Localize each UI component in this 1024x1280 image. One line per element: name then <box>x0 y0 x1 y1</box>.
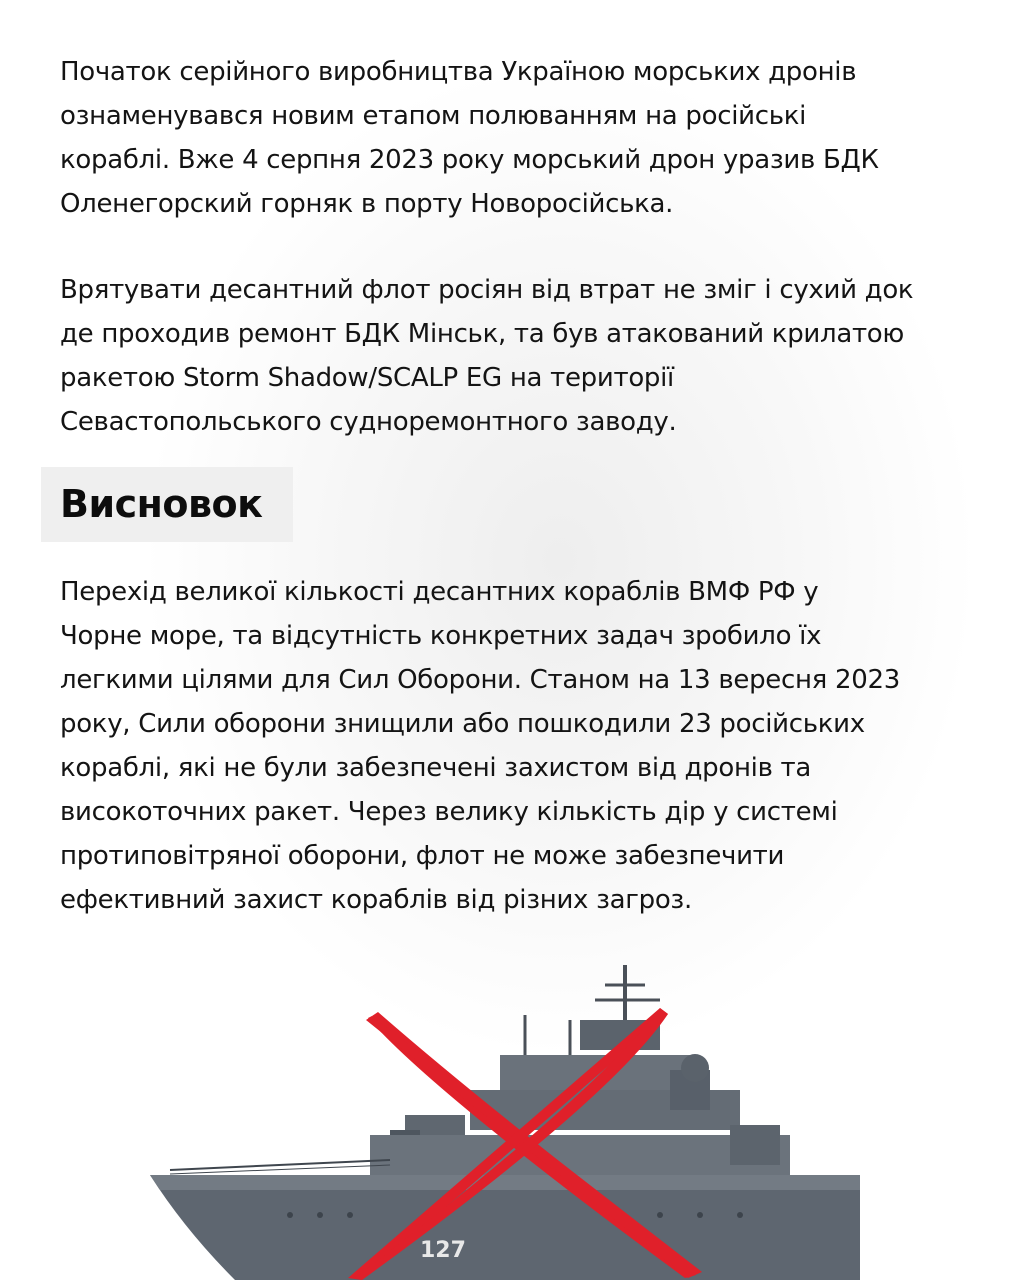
hull-number: 127 <box>420 1238 466 1263</box>
text-line: ракетою Storm Shadow/SCALP EG на території <box>60 363 674 393</box>
heading-text: Висновок <box>60 482 263 526</box>
text-line: де проходив ремонт БДК Мінськ, та був атакований крилатою <box>60 319 904 349</box>
text-line: Оленегорский горняк в порту Новоросійська. <box>60 189 674 219</box>
text-line: Врятувати десантний флот росіян від втрат не зміг і сухий док <box>60 275 914 305</box>
text-line: Початок серійного виробництва Україною морських дронів <box>60 57 857 87</box>
paragraph-dry-dock <box>60 268 970 444</box>
crossed-ship-image <box>140 960 880 1280</box>
text-line: легкими цілями для Сил Оборони. Станом на 13 вересня 2023 <box>60 665 900 695</box>
text-line: кораблі. Вже 4 серпня 2023 року морський дрон уразив БДК <box>60 145 879 175</box>
text-line: Перехід великої кількості десантних кораблів ВМФ РФ у <box>60 577 819 607</box>
section-heading <box>41 467 293 542</box>
text-line: Чорне море, та відсутність конкретних задач зробило їх <box>60 621 822 651</box>
text-line: ефективний захист кораблів від різних загроз. <box>60 885 692 915</box>
text-line: кораблі, які не були забезпечені захистом від дронів та <box>60 753 812 783</box>
text-line: року, Сили оборони знищили або пошкодили 23 російських <box>60 709 865 739</box>
paragraph-drones <box>60 50 970 226</box>
text-line: ознаменувався новим етапом полюванням на російські <box>60 101 807 131</box>
text-line: Севастопольського судноремонтного заводу. <box>60 407 677 437</box>
paragraph-conclusion <box>60 570 970 922</box>
text-line: протиповітряної оборони, флот не може забезпечити <box>60 841 785 871</box>
text-line: високоточних ракет. Через велику кількість дір у системі <box>60 797 838 827</box>
